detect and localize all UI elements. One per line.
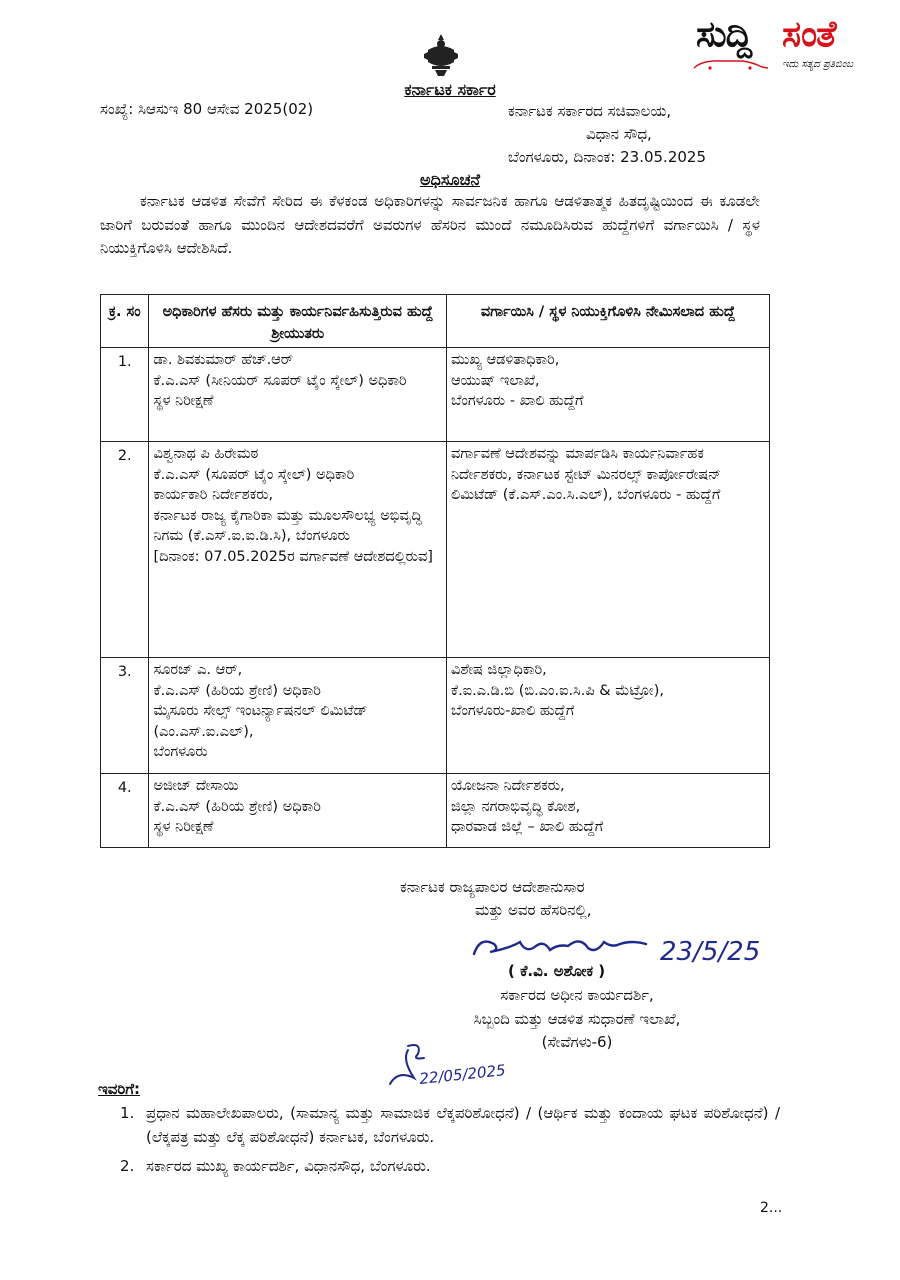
list-text: ಸರ್ಕಾರದ ಮುಖ್ಯ ಕಾರ್ಯದರ್ಶಿ, ವಿಧಾನಸೌಧ, ಬೆಂಗಳೂರು. bbox=[146, 1157, 431, 1175]
government-heading: ಕರ್ನಾಟಕ ಸರ್ಕಾರ bbox=[404, 80, 496, 99]
initial-and-date-mark bbox=[378, 1040, 548, 1096]
page-number: 2... bbox=[760, 1200, 783, 1216]
transfer-table bbox=[100, 294, 770, 848]
serial-cell: 2. bbox=[101, 442, 149, 658]
serial-cell: 4. bbox=[101, 774, 149, 848]
officer-cell: ಡಾ. ಶಿವಕುಮಾರ್ ಹೆಚ್.ಆರ್ ಕೆ.ಎ.ಎಸ್ (ಸೀನಿಯರ್ ಸೂಪರ್ ಟೈಂ ಸ್ಕೇಲ್) ಅಧಿಕಾರಿ ಸ್ಥಳ ನಿರೀಕ್ಷಣೆ bbox=[149, 348, 447, 442]
logo-word-2: ಸಂತೆ bbox=[782, 14, 836, 55]
address-line: ವಿಧಾನ ಸೌಧ, bbox=[586, 125, 652, 143]
serial-cell: 3. bbox=[101, 658, 149, 774]
list-item bbox=[120, 1102, 780, 1149]
signature-date: 23/5/25 bbox=[660, 937, 761, 967]
recipients-heading: ಇವರಿಗೆ: bbox=[98, 1080, 141, 1098]
posting-cell: ವರ್ಗಾವಣೆ ಆದೇಶವನ್ನು ಮಾರ್ಪಡಿಸಿ ಕಾರ್ಯನಿರ್ವಾಹಕ ನಿರ್ದೇಶಕರು, ಕರ್ನಾಟಕ ಸ್ಟೇಟ್ ಮಿನರಲ್ಸ್ ಕಾರ್ಪೋರೇಷನ್ ಲಿಮಿಟೆಡ್ (ಕೆ.ಎಸ್.ಎಂ.ಸಿ.ಎಲ್), ಬೆಂಗಳೂರು - ಹುದ್ದೆಗೆ bbox=[447, 442, 770, 658]
logo-tagline: ಇದು ಸತ್ಯದ ಪ್ರತಿಬಿಂಬ bbox=[782, 59, 854, 70]
table-row bbox=[101, 774, 770, 848]
table-row bbox=[101, 442, 770, 658]
list-text: ಪ್ರಧಾನ ಮಹಾಲೇಖಪಾಲರು, (ಸಾಮಾನ್ಯ ಮತ್ತು ಸಾಮಾಜಿಕ ಲೆಕ್ಕಪರಿಶೋಧನೆ) / (ಆರ್ಥಿಕ ಮತ್ತು ಕಂದಾಯ ಘಟಕ ಪರಿಶೋಧನೆ) / (ಲೆಕ್ಕಪತ್ರ ಮತ್ತು ಲೆಕ್ಕ ಪರಿಶೋಧನೆ) ಕರ್ನಾಟಕ, ಬೆಂಗಳೂರು. bbox=[146, 1104, 780, 1146]
authority-line: ಮತ್ತು ಅವರ ಹೆಸರಿನಲ್ಲಿ, bbox=[475, 901, 592, 919]
state-emblem-icon bbox=[420, 32, 462, 78]
authority-block bbox=[400, 876, 592, 922]
address-line: ಬೆಂಗಳೂರು, ದಿನಾಂಕ: 23.05.2025 bbox=[508, 148, 706, 166]
posting-cell: ಯೋಜನಾ ನಿರ್ದೇಶಕರು, ಜಿಲ್ಲಾ ನಗರಾಭಿವೃದ್ಧಿ ಕೋಶ, ಧಾರವಾಡ ಜಿಲ್ಲೆ – ಖಾಲಿ ಹುದ್ದೆಗೆ bbox=[447, 774, 770, 848]
table-row bbox=[101, 658, 770, 774]
recipients-list bbox=[120, 1102, 780, 1185]
stamp-date: 22/05/2025 bbox=[418, 1061, 507, 1088]
table-row bbox=[101, 348, 770, 442]
list-number: 2. bbox=[120, 1157, 135, 1175]
list-number: 1. bbox=[120, 1104, 135, 1122]
officer-cell: ಅಜೀಜ್ ದೇಸಾಯಿ ಕೆ.ಎ.ಎಸ್ (ಹಿರಿಯ ಶ್ರೇಣಿ) ಅಧಿಕಾರಿ ಸ್ಥಳ ನಿರೀಕ್ಷಣೆ bbox=[149, 774, 447, 848]
designation-line: (ಸೇವೆಗಳು-6) bbox=[541, 1033, 613, 1051]
header-serial: ಕ್ರ. ಸಂ bbox=[101, 295, 149, 348]
posting-cell: ಮುಖ್ಯ ಆಡಳಿತಾಧಿಕಾರಿ, ಆಯುಷ್ ಇಲಾಖೆ, ಬೆಂಗಳೂರು - ಖಾಲಿ ಹುದ್ದೆಗೆ bbox=[447, 348, 770, 442]
officer-cell: ಸೂರಜ್ ಎ. ಆರ್, ಕೆ.ಎ.ಎಸ್ (ಹಿರಿಯ ಶ್ರೇಣಿ) ಅಧಿಕಾರಿ ಮೈಸೂರು ಸೇಲ್ಸ್ ಇಂಟರ್ನ್ಯಾಷನಲ್ ಲಿಮಿಟೆಡ್ (ಎಂ.ಎಸ್.ಐ.ಎಲ್), ಬೆಂಗಳೂರು bbox=[149, 658, 447, 774]
notification-title: ಅಧಿಸೂಚನೆ bbox=[419, 170, 481, 189]
header-posting: ವರ್ಗಾಯಿಸಿ / ಸ್ಥಳ ನಿಯುಕ್ತಿಗೊಳಿಸಿ ನೇಮಿಸಲಾದ ಹುದ್ದೆ bbox=[447, 295, 770, 348]
notification-body: ಕರ್ನಾಟಕ ಆಡಳಿತ ಸೇವೆಗೆ ಸೇರಿದ ಈ ಕೆಳಕಂಡ ಅಧಿಕಾರಿಗಳನ್ನು ಸಾರ್ವಜನಿಕ ಹಾಗೂ ಆಡಳಿತಾತ್ಮಕ ಹಿತದೃಷ್ಟಿಯಿಂದ ಈ ಕೂಡಲೇ ಜಾರಿಗೆ ಬರುವಂತೆ ಹಾಗೂ ಮುಂದಿನ ಆದೇಶದವರೆಗೆ ಅವರುಗಳ ಹೆಸರಿನ ಮುಂದೆ ನಮೂದಿಸಿರುವ ಹುದ್ದೆಗಳಿಗೆ ವರ್ಗಾಯಿಸಿ / ಸ್ಥಳ ನಿಯುಕ್ತಿಗೊಳಿಸಿ ಆದೇಶಿಸಿದೆ. bbox=[100, 192, 760, 257]
designation-line: ಸಿಬ್ಬಂದಿ ಮತ್ತು ಆಡಳಿತ ಸುಧಾರಣೆ ಇಲಾಖೆ, bbox=[473, 1009, 681, 1028]
header-officer: ಅಧಿಕಾರಿಗಳ ಹೆಸರು ಮತ್ತು ಕಾರ್ಯನಿರ್ವಹಿಸುತ್ತಿರುವ ಹುದ್ದೆ ಶ್ರೀಯುತರು bbox=[149, 295, 447, 348]
authority-line: ಕರ್ನಾಟಕ ರಾಜ್ಯಪಾಲರ ಆದೇಶಾನುಸಾರ bbox=[400, 878, 585, 896]
designation-line: ಸರ್ಕಾರದ ಅಧೀನ ಕಾರ್ಯದರ್ಶಿ, bbox=[500, 986, 654, 1004]
news-logo bbox=[690, 14, 890, 70]
reference-number: ಸಂಖ್ಯೆ: ಸಿಆಸುಇ 80 ಆಸೇವ 2025(02) bbox=[100, 100, 314, 118]
officer-cell: ವಿಶ್ವನಾಥ ಪಿ ಹಿರೇಮಠ ಕೆ.ಎ.ಎಸ್ (ಸೂಪರ್ ಟೈಂ ಸ್ಕೇಲ್) ಅಧಿಕಾರಿ ಕಾರ್ಯಕಾರಿ ನಿರ್ದೇಶಕರು, ಕರ್ನಾಟಕ ರಾಜ್ಯ ಕೈಗಾರಿಕಾ ಮತ್ತು ಮೂಲಸೌಲಭ್ಯ ಅಭಿವೃದ್ಧಿ ನಿಗಮ (ಕೆ.ಎಸ್.ಐ.ಐ.ಡಿ.ಸಿ), ಬೆಂಗಳೂರು [ದಿನಾಂಕ: 07.05.2025ರ ವರ್ಗಾವಣೆ ಆದೇಶದಲ್ಲಿರುವ] bbox=[149, 442, 447, 658]
table-header-row bbox=[101, 295, 770, 348]
serial-cell: 1. bbox=[101, 348, 149, 442]
list-item bbox=[120, 1155, 780, 1179]
logo-word-1: ಸುದ್ದಿ bbox=[696, 14, 752, 55]
office-address bbox=[508, 100, 706, 169]
posting-cell: ವಿಶೇಷ ಜಿಲ್ಲಾಧಿಕಾರಿ, ಕೆ.ಐ.ಎ.ಡಿ.ಬಿ (ಬಿ.ಎಂ.ಐ.ಸಿ.ಪಿ & ಮೆಟ್ರೋ), ಬೆಂಗಳೂರು-ಖಾಲಿ ಹುದ್ದೆಗೆ bbox=[447, 658, 770, 774]
car-icon bbox=[692, 58, 772, 70]
address-line: ಕರ್ನಾಟಕ ಸರ್ಕಾರದ ಸಚಿವಾಲಯ, bbox=[508, 102, 672, 120]
signatory-name: ( ಕೆ.ವಿ. ಅಶೋಕ ) bbox=[508, 962, 606, 980]
